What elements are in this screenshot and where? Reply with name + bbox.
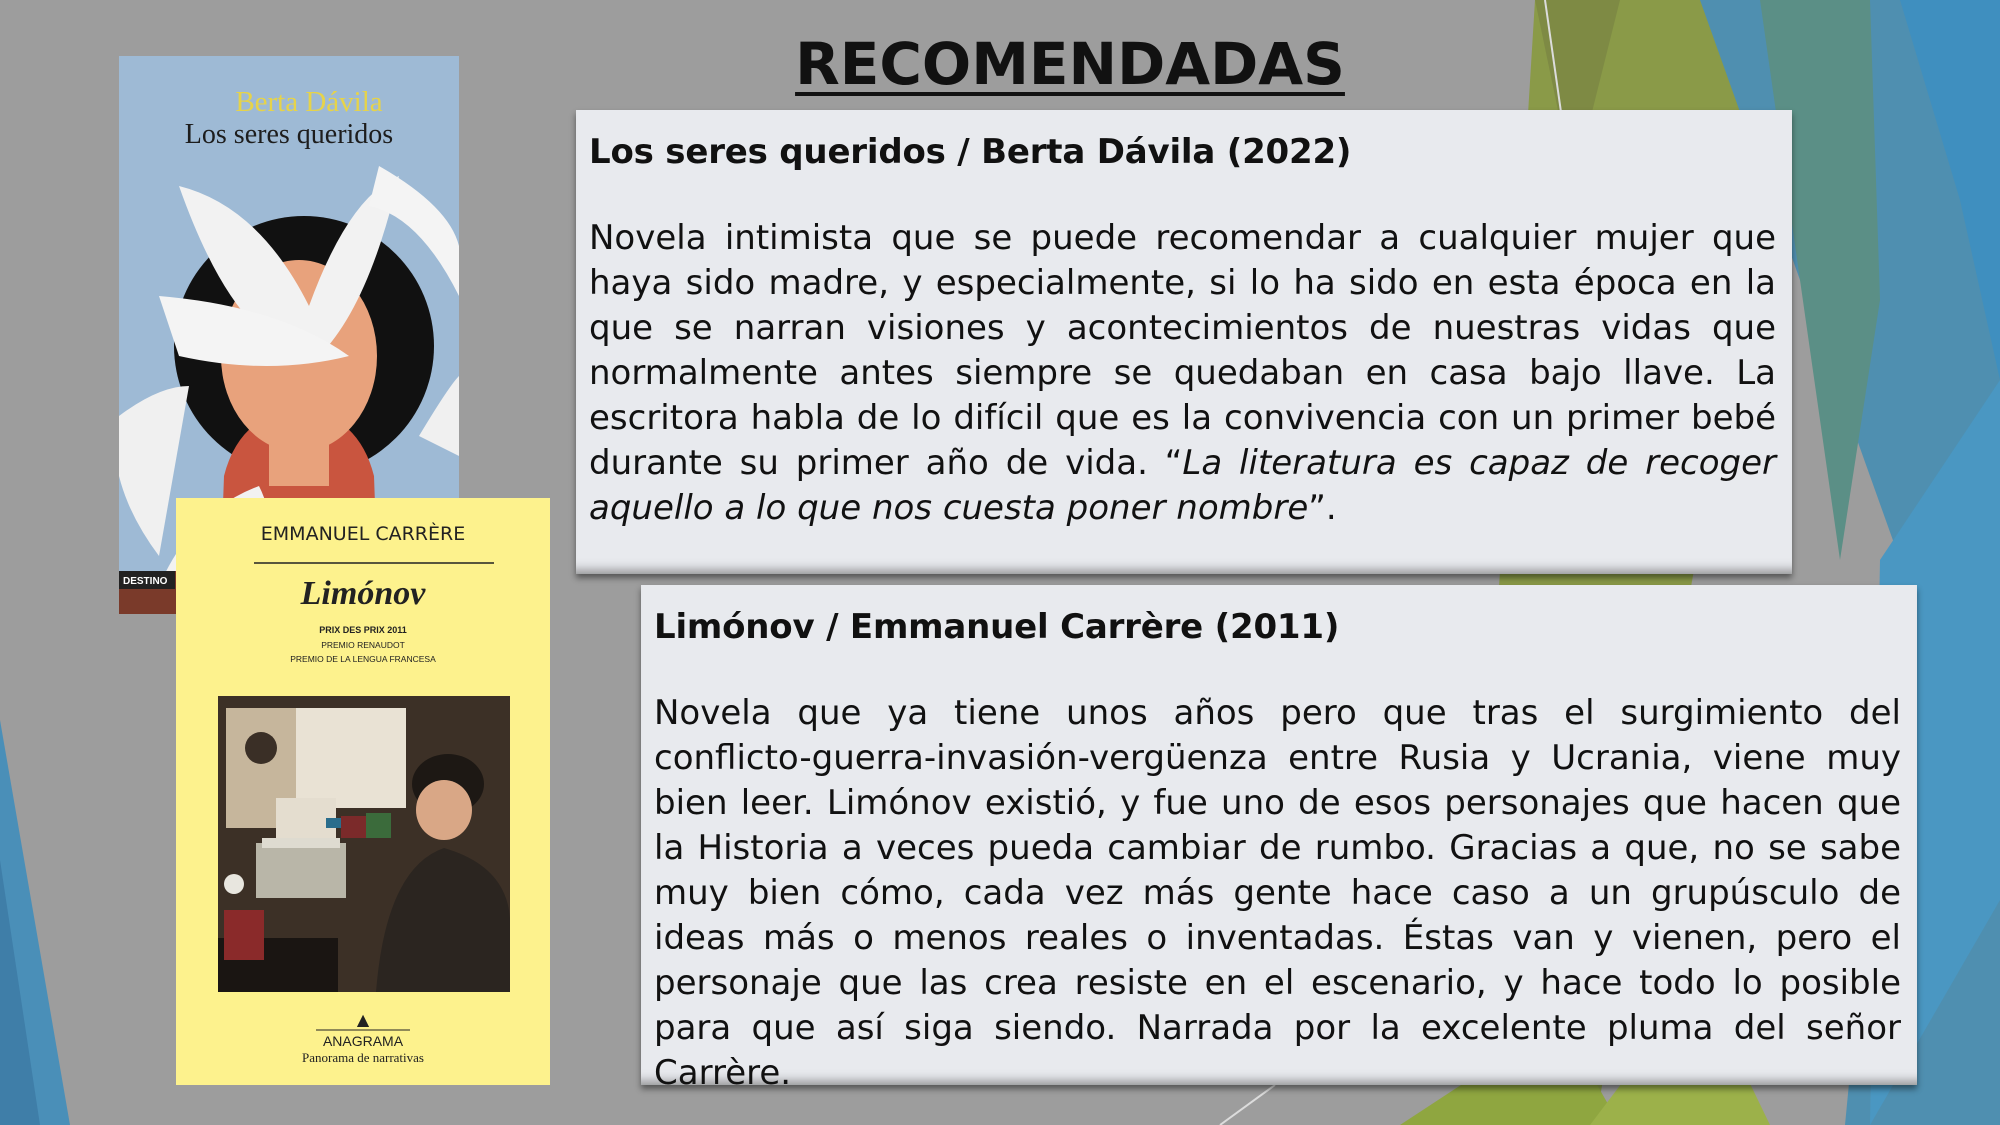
book-cover-limonov bbox=[176, 498, 550, 1085]
page-title: RECOMENDADAS bbox=[795, 30, 1345, 98]
review-closing: ”. bbox=[1308, 488, 1337, 528]
cover-author: EMMANUEL CARRÈRE bbox=[260, 523, 466, 545]
cover-award: PRIX DES PRIX 2011 bbox=[319, 625, 407, 635]
cover-illustration bbox=[176, 498, 550, 1085]
cover-author: Berta Dávila bbox=[235, 86, 383, 118]
review-heading: Los seres queridos / Berta Dávila (2022) bbox=[589, 132, 1352, 172]
cover-award: PREMIO RENAUDOT bbox=[321, 640, 405, 650]
review-heading: Limónov / Emmanuel Carrère (2011) bbox=[654, 607, 1340, 647]
cover-award: PREMIO DE LA LENGUA FRANCESA bbox=[290, 654, 436, 664]
review-body: Novela intimista que se puede recomendar a cualquier mujer que haya sido madre, y especialmente, si lo ha sido en esta época en la que se narran visiones y acontecimientos de nuestras vidas que normalmente antes siempre se quedaban en casa bajo llave. La escritora habla de lo difícil que es la convivencia con un primer bebé durante su primer año de vida. “ bbox=[589, 218, 1776, 483]
cover-title: Los seres queridos bbox=[184, 119, 394, 150]
review-box-limonov bbox=[641, 585, 1917, 1093]
review-text bbox=[589, 216, 1776, 531]
cover-publisher: ANAGRAMA bbox=[322, 1033, 404, 1049]
review-box-los-seres-queridos bbox=[576, 110, 1792, 574]
review-text: Novela que ya tiene unos años pero que tras el surgimiento del conflicto-guerra-invasión-vergüenza entre Rusia y Ucrania, viene muy bien leer. Limónov existió, y fue uno de esos personajes que hacen que la Historia a veces pueda cambiar de rumbo. Gracias a que, no se sabe muy bien cómo, cada vez más gente hace caso a un grupúsculo de ideas más o menos reales o inventadas. Éstas van y vienen, pero el personaje que las crea resiste en el escenario, y hace todo lo posible para que así siga siendo. Narrada por la excelente pluma del señor Carrère. bbox=[654, 693, 1901, 1093]
anagrama-logo-icon: ▲ bbox=[356, 1010, 370, 1029]
cover-title: Limónov bbox=[300, 575, 426, 612]
cover-series: Panorama de narrativas bbox=[301, 1050, 425, 1065]
review-quote: La literatura es capaz de recoger aquello a lo que nos cuesta poner nombre bbox=[589, 443, 1776, 528]
cover-publisher: DESTINO bbox=[123, 576, 168, 587]
